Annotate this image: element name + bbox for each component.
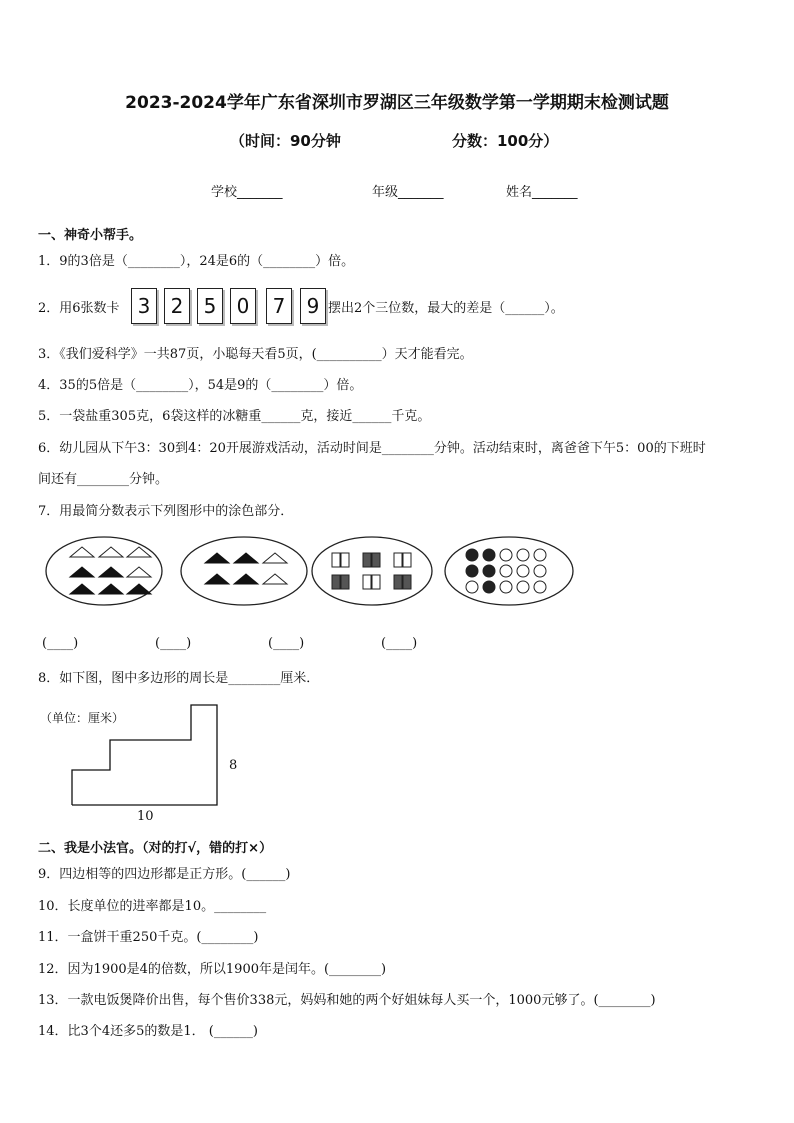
exam-time: （时间：90分钟 [230, 132, 341, 150]
exam-score: 分数：100分） [452, 132, 559, 150]
q7-blank-1: (____) [42, 636, 79, 651]
grade-field: 年级_______ [372, 185, 444, 200]
number-card: 7 [266, 288, 292, 324]
q7-blank-2: (____) [155, 636, 192, 651]
question-13: 13．一款电饭煲降价出售，每个售价338元，妈妈和她的两个好姐妹每人买一个，1000元够了。(________) [38, 993, 656, 1008]
number-card: 2 [164, 288, 190, 324]
name-field: 姓名_______ [506, 185, 578, 200]
question-2-suffix: 摆出2个三位数，最大的差是（______）。 [328, 301, 564, 316]
question-8: 8．如下图，图中多边形的周长是________厘米． [38, 671, 320, 686]
triangles-figure-2 [181, 537, 307, 605]
q8-height-label: 8 [229, 758, 238, 773]
q7-blank-3: (____) [268, 636, 305, 651]
number-card: 5 [197, 288, 223, 324]
question-4: 4．35的5倍是（________），54是9的（________）倍。 [38, 378, 363, 393]
question-10: 10．长度单位的进率都是10。________ [38, 899, 267, 914]
number-card: 3 [131, 288, 157, 324]
question-14: 14．比3个4还多5的数是1． (______) [38, 1024, 258, 1039]
q8-width-label: 10 [137, 809, 154, 824]
question-7: 7．用最简分数表示下列图形中的涂色部分． [38, 504, 294, 519]
question-6-line-2: 间还有________分钟。 [38, 472, 169, 487]
page-title: 2023-2024学年广东省深圳市罗湖区三年级数学第一学期期末检测试题 [125, 93, 669, 113]
question-12: 12．因为1900是4的倍数，所以1900年是闰年。(________) [38, 962, 387, 977]
question-2-prefix: 2．用6张数卡 [38, 301, 120, 316]
question-6-line-1: 6．幼儿园从下午3：30到4：20开展游戏活动，活动时间是________分钟。活动结束时，离爸爸下午5：00的下班时 [38, 441, 706, 456]
section-1-heading: 一、神奇小帮手。 [38, 228, 143, 243]
number-card: 9 [300, 288, 326, 324]
school-field: 学校_______ [211, 185, 283, 200]
section-2-heading: 二、我是小法官。（对的打√，错的打×） [38, 841, 273, 856]
question-5: 5．一袋盐重305克，6袋这样的冰糖重______克，接近______千克。 [38, 409, 431, 424]
question-11: 11．一盒饼干重250千克。(________) [38, 930, 259, 945]
number-card: 0 [230, 288, 256, 324]
cylinders-figure [312, 537, 432, 605]
question-3: 3．《我们爱科学》一共87页，小聪每天看5页，(__________）天才能看完。 [38, 347, 473, 362]
triangles-figure-1 [46, 537, 162, 605]
question-1: 1．9的3倍是（________），24是6的（________）倍。 [38, 254, 355, 269]
q8-unit-label: （单位：厘米） [40, 711, 125, 725]
question-9: 9．四边相等的四边形都是正方形。(______) [38, 867, 291, 882]
circles-figure [445, 537, 573, 605]
q7-blank-4: (____) [381, 636, 418, 651]
